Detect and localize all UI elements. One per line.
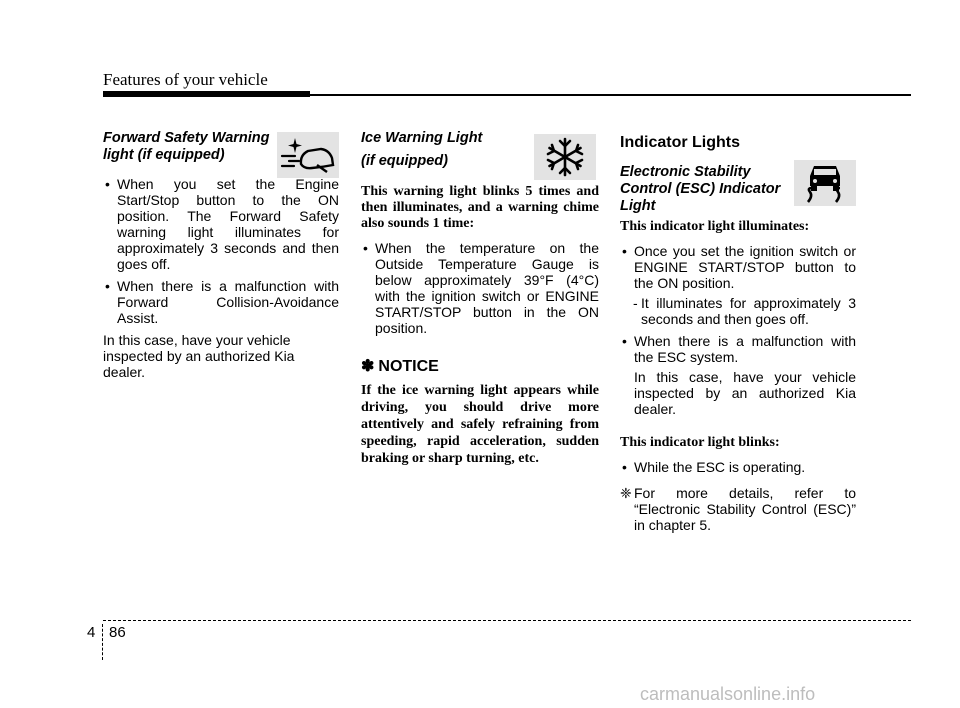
snowflake-icon <box>534 134 596 180</box>
paragraph: In this case, have your vehicle inspected by an authorized Kia dealer. <box>103 332 295 380</box>
footer-rule <box>103 620 911 621</box>
esc-skidding-car-icon <box>794 160 856 206</box>
page-number: 86 <box>109 624 126 641</box>
footer-divider <box>102 624 103 660</box>
header-bar <box>103 91 310 97</box>
blinks-label: This indicator light blinks: <box>620 435 780 450</box>
forward-safety-section <box>103 130 339 380</box>
reference-note: ❈ For more details, refer to “Electronic Stability Control (ESC)” in chapter 5. <box>620 485 856 533</box>
section-title: Ice Warning Light <box>361 130 483 146</box>
section-title: Electronic Stability Control (ESC) Indicator Light <box>620 164 781 214</box>
page-header-title: Features of your vehicle <box>103 70 268 89</box>
section-heading: Indicator Lights <box>620 134 740 151</box>
list-item: • Once you set the ignition switch or ENGINE START/STOP button to the ON position. - It illuminates for approximately 3 seconds and then goes off. <box>620 243 856 327</box>
section-subtitle: (if equipped) <box>361 153 448 169</box>
notice-heading: ✽ NOTICE <box>361 358 439 375</box>
chapter-number: 4 <box>87 624 96 641</box>
forward-collision-warning-icon <box>277 132 339 178</box>
list-item: • When there is a malfunction with the ESC system. In this case, have your vehicle inspected by an authorized Kia dealer. <box>620 333 856 417</box>
header-rule <box>310 94 911 96</box>
ice-warning-section <box>361 130 599 467</box>
list-item: • When there is a malfunction with Forward Collision-Avoidance Assist. <box>103 278 339 326</box>
list-item: • When you set the Engine Start/Stop button to the ON position. The Forward Safety warning light illuminates for approximately 3 seconds and then goes off. <box>103 176 339 272</box>
illuminates-label: This indicator light illuminates: <box>620 219 810 234</box>
list-item: • While the ESC is operating. <box>620 459 856 475</box>
note-mark: ❈ <box>620 485 632 501</box>
notice-body: If the ice warning light appears while driving, you should drive more attentively and safely refraining from speeding, rapid acceleration, sudden braking or sharp turning, etc. <box>361 383 599 466</box>
section-title: Forward Safety Warning light (if equipped) <box>103 130 270 163</box>
watermark: carmanualsonline.info <box>640 684 816 704</box>
notice-mark: ✽ <box>361 358 375 375</box>
list-item: • When the temperature on the Outside Temperature Gauge is below approximately 39°F (4°C) with the ignition switch or ENGINE START/STOP button in the ON position. <box>361 240 599 336</box>
intro-text: This warning light blinks 5 times and then illuminates, and a warning chime also sounds 1 time: <box>361 184 599 231</box>
indicator-lights-section <box>620 130 856 533</box>
